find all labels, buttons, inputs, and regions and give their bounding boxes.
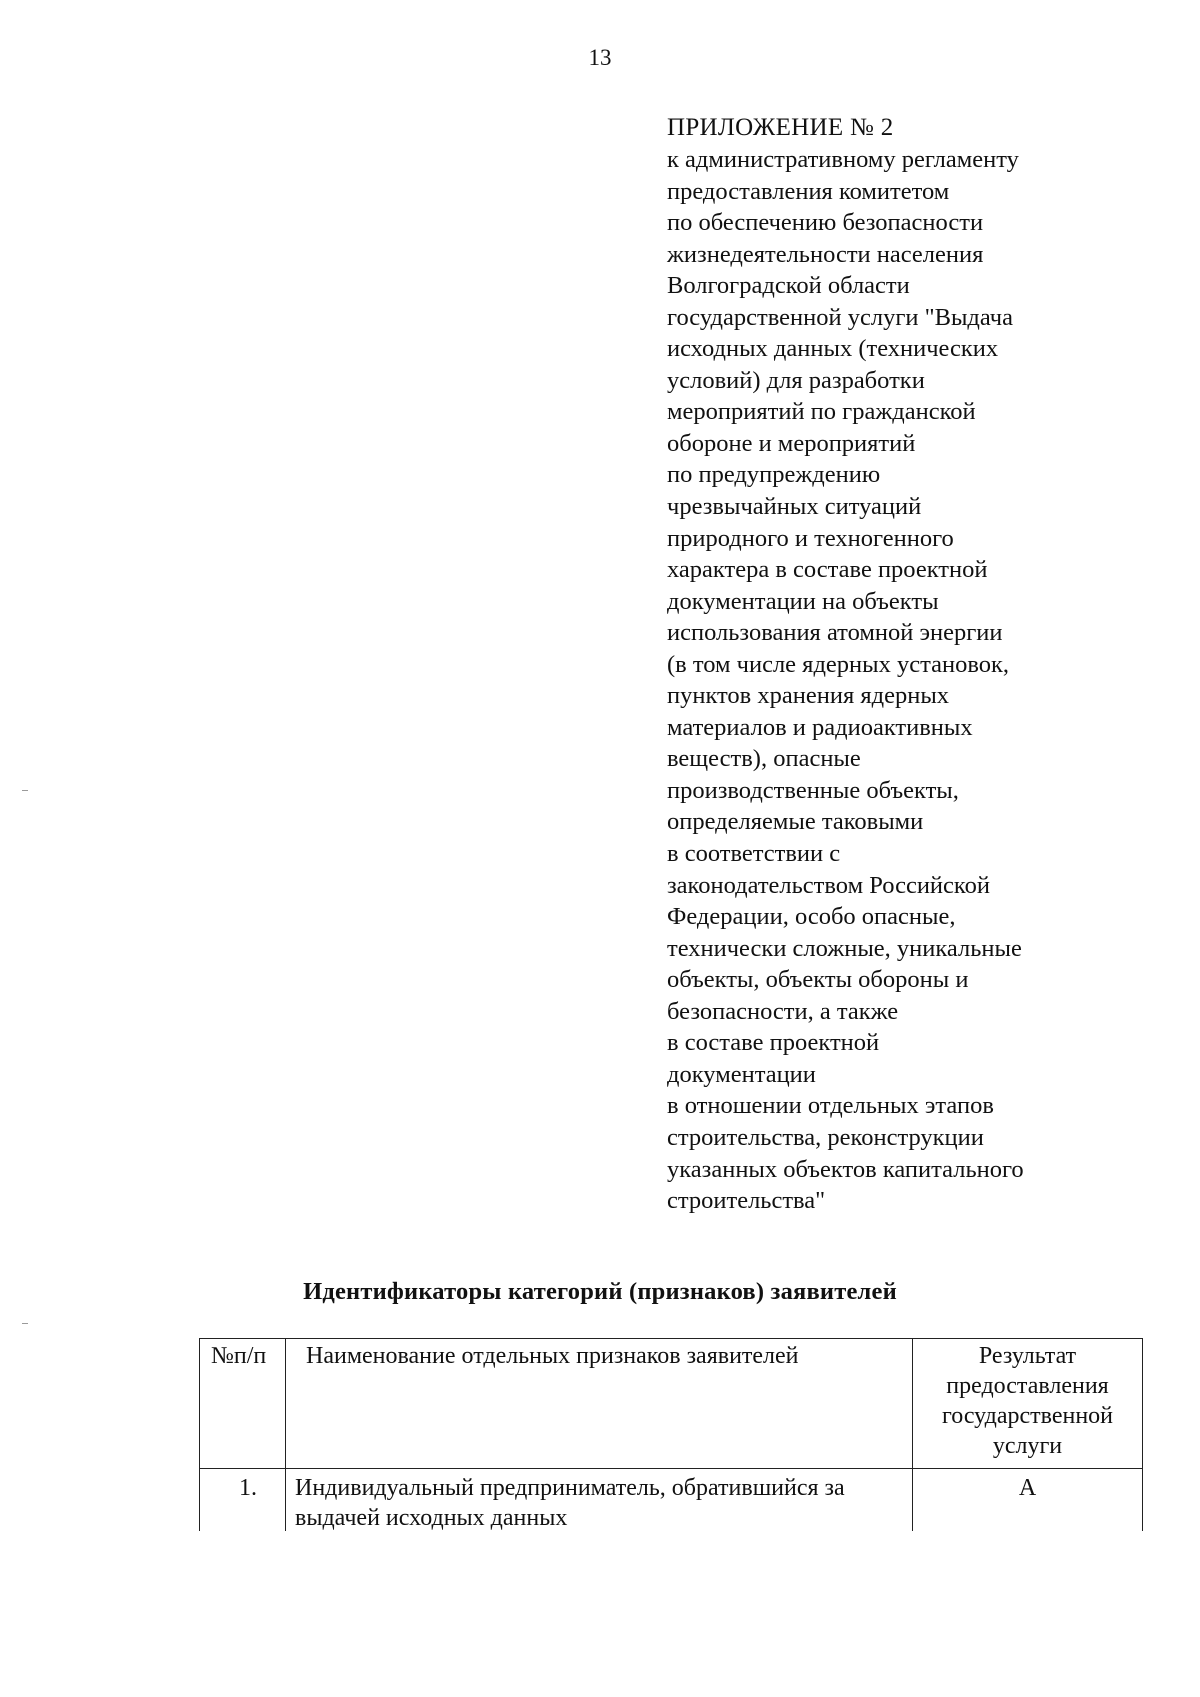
appendix-line: документации на объекты — [667, 587, 939, 615]
appendix-line: Федерации, особо опасные, — [667, 903, 956, 931]
appendix-line: к административному регламенту — [667, 146, 1019, 173]
row-name-cell: Индивидуальный предприниматель, обратившийся за выдачей исходных данных — [286, 1469, 913, 1532]
appendix-line: безопасности, а также — [667, 997, 899, 1025]
appendix-line: исходных данных (технических — [667, 335, 999, 363]
appendix-line: технически сложные, уникальные — [667, 934, 1022, 962]
margin-scan-mark — [22, 1323, 28, 1324]
appendix-line: характера в составе проектной — [667, 556, 988, 584]
appendix-line: документации — [667, 1060, 816, 1088]
appendix-line: использования атомной энергии — [667, 619, 1003, 647]
appendix-line: производственные объекты, — [667, 776, 959, 804]
appendix-line: условий) для разработки — [667, 366, 925, 394]
appendix-line: веществ), опасные — [667, 745, 861, 773]
appendix-line: пунктов хранения ядерных — [667, 682, 950, 710]
appendix-line: законодательством Российской — [667, 871, 990, 899]
header-cell-result: Результат предоставления государственной услуги — [913, 1339, 1143, 1469]
appendix-block — [667, 112, 1167, 1217]
appendix-line: в соответствии с — [667, 840, 841, 868]
appendix-line: государственной услуги "Выдача — [667, 303, 1013, 331]
appendix-line: мероприятий по гражданской — [667, 398, 976, 426]
row-result-cell: А — [913, 1469, 1143, 1532]
margin-scan-mark — [22, 790, 28, 791]
table-row — [200, 1469, 1143, 1532]
header-number-label: №п/п — [211, 1343, 267, 1369]
appendix-line: по обеспечению безопасности — [667, 209, 984, 237]
appendix-line: в составе проектной — [667, 1029, 880, 1057]
appendix-line: объекты, объекты обороны и — [667, 966, 969, 994]
applicants-table-wrapper — [199, 1338, 1143, 1531]
appendix-line: указанных объектов капитального — [667, 1155, 1024, 1183]
applicants-table — [199, 1338, 1143, 1531]
header-cell-number — [200, 1339, 286, 1469]
appendix-line: Волгоградской области — [667, 272, 910, 300]
header-cell-name: Наименование отдельных признаков заявителей — [286, 1339, 913, 1469]
appendix-line: по предупреждению — [667, 461, 881, 489]
appendix-line: жизнедеятельности населения — [667, 240, 984, 268]
appendix-line: строительства" — [667, 1187, 826, 1215]
appendix-line: строительства, реконструкции — [667, 1123, 984, 1151]
appendix-title: ПРИЛОЖЕНИЕ № 2 — [667, 114, 894, 141]
table-header-row — [200, 1339, 1143, 1469]
row-number-cell: 1. — [200, 1469, 286, 1532]
appendix-line: природного и техногенного — [667, 524, 954, 552]
appendix-line: обороне и мероприятий — [667, 429, 916, 457]
appendix-line: в отношении отдельных этапов — [667, 1092, 994, 1120]
appendix-line: определяемые таковыми — [667, 808, 924, 836]
appendix-line: чрезвычайных ситуаций — [667, 493, 922, 521]
page-number: 13 — [588, 45, 612, 70]
appendix-line: (в том числе ядерных установок, — [667, 650, 1010, 678]
appendix-description — [667, 144, 1167, 1217]
appendix-line: материалов и радиоактивных — [667, 713, 973, 741]
section-heading: Идентификаторы категорий (признаков) заявителей — [303, 1278, 897, 1305]
appendix-line: предоставления комитетом — [667, 177, 950, 205]
